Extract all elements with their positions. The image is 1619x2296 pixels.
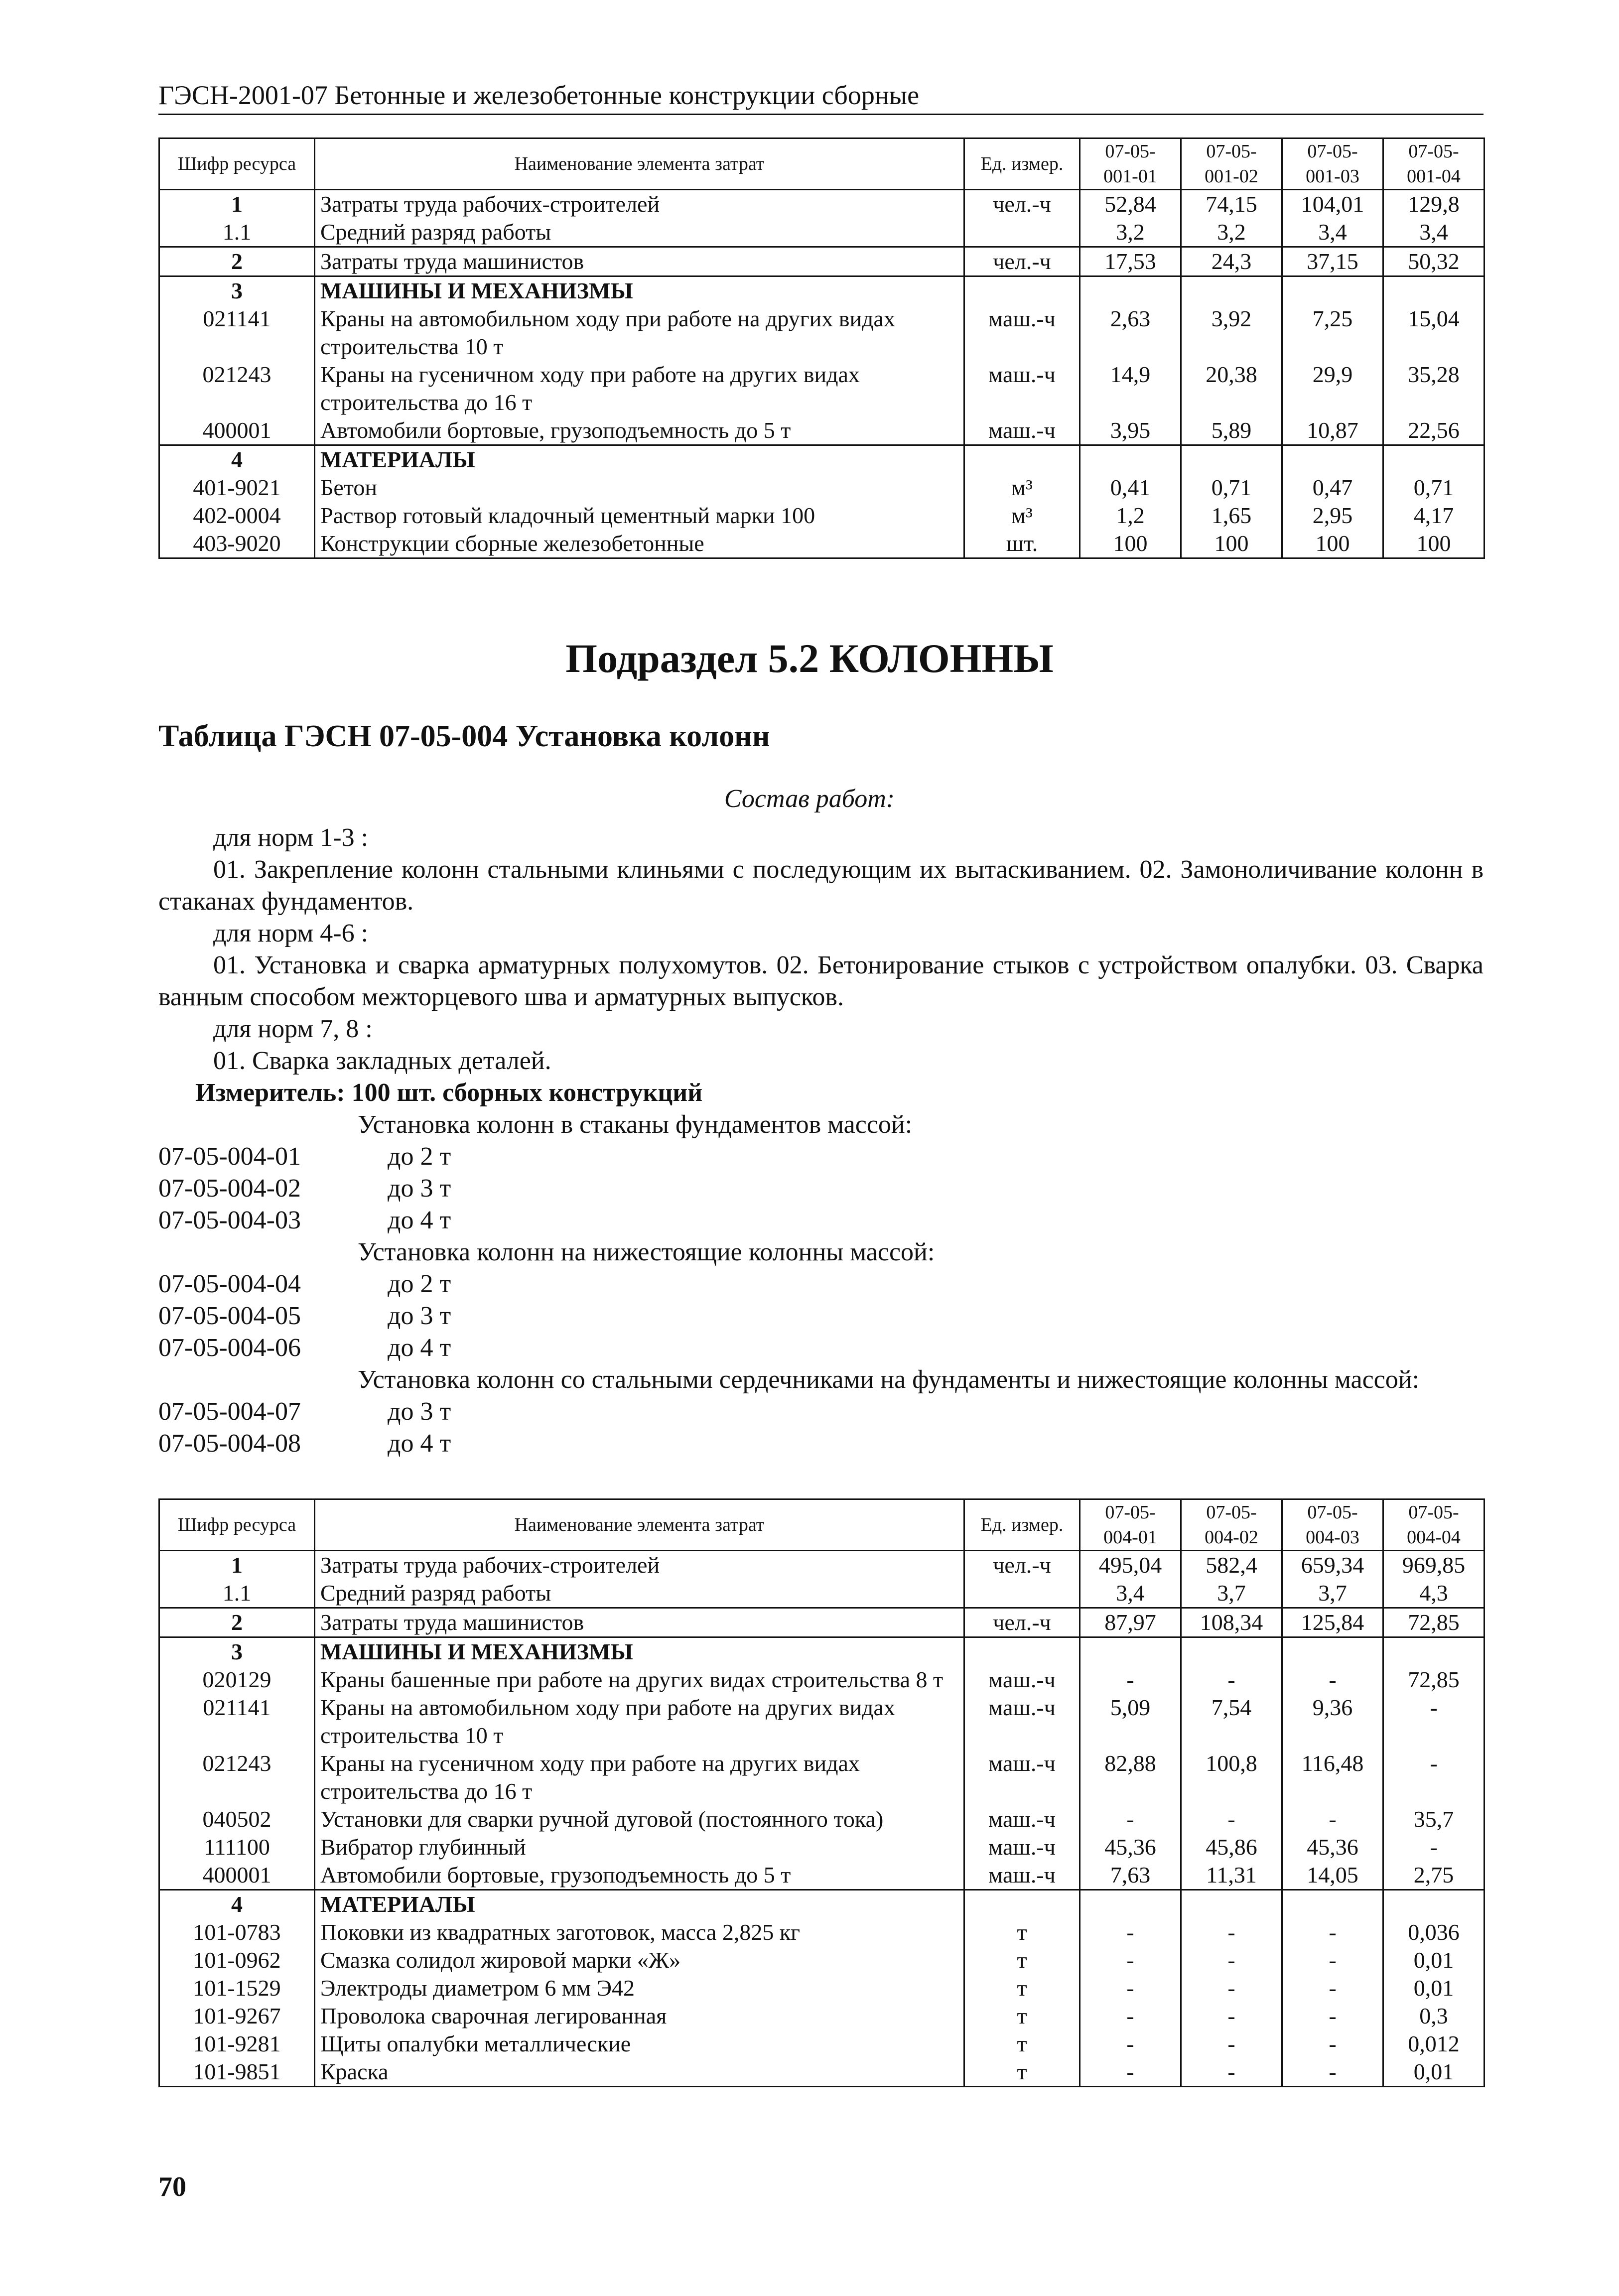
cell-unit: шт.	[964, 530, 1080, 558]
table-row	[159, 276, 1484, 305]
cell-norm-value: -	[1181, 1918, 1282, 1946]
cell-norm-value: 0,47	[1282, 474, 1383, 502]
cell-norm-value: -	[1282, 2058, 1383, 2087]
table-row	[159, 1694, 1484, 1750]
cell-norm-value: 7,63	[1080, 1861, 1181, 1890]
cell-norm-value: 11,31	[1181, 1861, 1282, 1890]
cell-norm-value: 100	[1080, 530, 1181, 558]
work-description: 01. Сварка закладных деталей.	[213, 1047, 551, 1075]
cell-norm-value: 3,2	[1181, 218, 1282, 247]
cell-norm-value: -	[1080, 2058, 1181, 2087]
cell-cost-element: Щиты опалубки металлические	[315, 2030, 964, 2058]
norm-code: 07-05-004-04	[158, 1270, 301, 1298]
list-item	[158, 1396, 1484, 1428]
cell-norm-value: 0,41	[1080, 474, 1181, 502]
cell-norm-value	[1383, 276, 1484, 305]
cell-unit: м³	[964, 474, 1080, 502]
cell-cost-element: Затраты труда машинистов	[315, 1608, 964, 1637]
table-row	[159, 2002, 1484, 2030]
cell-cost-element: Бетон	[315, 474, 964, 502]
cell-norm-value: 3,95	[1080, 416, 1181, 445]
norm-description: до 4 т	[388, 1429, 451, 1458]
column-header-code: Шифр ресурса	[159, 138, 315, 190]
norm-description: до 4 т	[388, 1206, 451, 1234]
cell-norm-value: 20,38	[1181, 361, 1282, 416]
cell-norm-value: 9,36	[1282, 1694, 1383, 1750]
norm-code: 07-05-004-03	[158, 1206, 301, 1234]
cell-unit: маш.-ч	[964, 305, 1080, 361]
cell-cost-element: Средний разряд работы	[315, 218, 964, 247]
table-row	[159, 502, 1484, 530]
cell-norm-value: -	[1080, 1805, 1181, 1833]
cell-norm-value: -	[1181, 1946, 1282, 1974]
page-header: ГЭСН-2001-07 Бетонные и железобетонные конструкции сборные	[158, 79, 1484, 115]
cell-norm-value: 3,2	[1080, 218, 1181, 247]
cell-norm-value: -	[1282, 1805, 1383, 1833]
cell-unit: м³	[964, 502, 1080, 530]
cell-cost-element: Затраты труда рабочих-строителей	[315, 190, 964, 219]
cell-cost-element: Затраты труда машинистов	[315, 247, 964, 276]
column-header-norm: 07-05- 004-02	[1181, 1499, 1282, 1551]
cell-cost-element: Краны на автомобильном ходу при работе на других видах строительства 10 т	[315, 1694, 964, 1750]
cell-norm-value: -	[1080, 1974, 1181, 2002]
measurement-unit: Измеритель: 100 шт. сборных конструкций	[195, 1079, 703, 1107]
cell-norm-value: 104,01	[1282, 190, 1383, 219]
cell-resource-code: 101-0783	[159, 1918, 315, 1946]
cell-cost-element: Автомобили бортовые, грузоподъемность до 5 т	[315, 416, 964, 445]
cell-norm-value: 495,04	[1080, 1551, 1181, 1580]
resource-table-07-05-004	[158, 1498, 1485, 2087]
cell-norm-value: 116,48	[1282, 1750, 1383, 1805]
cell-norm-value: 14,9	[1080, 361, 1181, 416]
cell-norm-value: 2,95	[1282, 502, 1383, 530]
table-row	[159, 1666, 1484, 1694]
cell-norm-value: 72,85	[1383, 1608, 1484, 1637]
cell-unit: т	[964, 2058, 1080, 2087]
cell-unit: маш.-ч	[964, 1861, 1080, 1890]
cell-norm-value: 0,01	[1383, 1974, 1484, 2002]
table-row	[159, 2058, 1484, 2087]
cell-norm-value: 50,32	[1383, 247, 1484, 276]
cell-resource-code: 1.1	[159, 1579, 315, 1608]
norm-code: 07-05-004-01	[158, 1142, 301, 1171]
cell-unit: т	[964, 2030, 1080, 2058]
cell-norm-value: 72,85	[1383, 1666, 1484, 1694]
table-row	[159, 445, 1484, 474]
cell-norm-value: 0,01	[1383, 1946, 1484, 1974]
cell-norm-value: 5,09	[1080, 1694, 1181, 1750]
cell-unit: т	[964, 1974, 1080, 2002]
cell-unit: маш.-ч	[964, 1666, 1080, 1694]
cell-norm-value: 0,71	[1383, 474, 1484, 502]
cell-resource-code: 021243	[159, 1750, 315, 1805]
cell-norm-value: 100	[1282, 530, 1383, 558]
table-row	[159, 1890, 1484, 1919]
cell-cost-element: МАТЕРИАЛЫ	[315, 445, 964, 474]
norms-range-label: для норм 7, 8 :	[213, 1015, 373, 1043]
cell-norm-value: 3,4	[1080, 1579, 1181, 1608]
list-item	[158, 1173, 1484, 1205]
norms-range-label: для норм 4-6 :	[213, 919, 369, 947]
cell-resource-code: 401-9021	[159, 474, 315, 502]
cell-norm-value: -	[1181, 2030, 1282, 2058]
cell-norm-value	[1181, 1890, 1282, 1919]
list-item	[158, 1300, 1484, 1332]
cell-unit: чел.-ч	[964, 1608, 1080, 1637]
cell-unit	[964, 218, 1080, 247]
cell-norm-value: 969,85	[1383, 1551, 1484, 1580]
cell-norm-value: -	[1383, 1750, 1484, 1805]
cell-unit: маш.-ч	[964, 1750, 1080, 1805]
norm-description: до 4 т	[388, 1334, 451, 1362]
norm-group-title: Установка колонн в стаканы фундаментов массой:	[358, 1110, 913, 1139]
cell-unit: чел.-ч	[964, 1551, 1080, 1580]
cell-norm-value: 3,4	[1282, 218, 1383, 247]
cell-norm-value: 3,4	[1383, 218, 1484, 247]
cell-unit: чел.-ч	[964, 247, 1080, 276]
table-row	[159, 1861, 1484, 1890]
cell-norm-value: -	[1080, 2030, 1181, 2058]
column-header-name: Наименование элемента затрат	[315, 1499, 964, 1551]
cell-norm-value: 2,75	[1383, 1861, 1484, 1890]
cell-norm-value: 7,54	[1181, 1694, 1282, 1750]
cell-norm-value: -	[1282, 2002, 1383, 2030]
norm-description: до 3 т	[388, 1302, 451, 1330]
cell-resource-code: 400001	[159, 416, 315, 445]
cell-cost-element: Краны на гусеничном ходу при работе на других видах строительства до 16 т	[315, 361, 964, 416]
cell-norm-value	[1080, 445, 1181, 474]
cell-resource-code: 4	[159, 1890, 315, 1919]
list-item	[158, 1332, 1484, 1364]
cell-norm-value: -	[1383, 1833, 1484, 1861]
cell-norm-value: -	[1282, 2030, 1383, 2058]
table-row	[159, 1918, 1484, 1946]
cell-norm-value: 100	[1181, 530, 1282, 558]
cell-resource-code: 021141	[159, 1694, 315, 1750]
list-item	[158, 1205, 1484, 1236]
norm-code: 07-05-004-08	[158, 1429, 301, 1458]
cell-unit	[964, 1579, 1080, 1608]
column-header-unit: Ед. измер.	[964, 138, 1080, 190]
cell-norm-value: 3,7	[1181, 1579, 1282, 1608]
cell-resource-code: 1	[159, 1551, 315, 1580]
cell-norm-value: 0,012	[1383, 2030, 1484, 2058]
cell-norm-value: 35,28	[1383, 361, 1484, 416]
cell-norm-value: 582,4	[1181, 1551, 1282, 1580]
cell-unit: маш.-ч	[964, 361, 1080, 416]
cell-norm-value	[1080, 1890, 1181, 1919]
cell-norm-value: 1,65	[1181, 502, 1282, 530]
cell-norm-value: -	[1181, 2002, 1282, 2030]
cell-norm-value: 7,25	[1282, 305, 1383, 361]
work-description: 01. Закрепление колонн стальными клиньями с последующим их вытаскиванием. 02. Замоноличивание колонн в стаканах фундаментов.	[158, 855, 1484, 916]
cell-resource-code: 101-9281	[159, 2030, 315, 2058]
column-header-norm: 07-05- 001-02	[1181, 138, 1282, 190]
table-header-row	[159, 1499, 1484, 1551]
table-body	[159, 190, 1484, 558]
cell-resource-code: 021141	[159, 305, 315, 361]
column-header-norm: 07-05- 001-01	[1080, 138, 1181, 190]
cell-norm-value: 1,2	[1080, 502, 1181, 530]
work-composition-heading: Состав работ:	[724, 785, 895, 813]
table-row	[159, 1579, 1484, 1608]
cell-resource-code: 3	[159, 276, 315, 305]
table-row	[159, 218, 1484, 247]
cell-resource-code: 101-1529	[159, 1974, 315, 2002]
column-header-norm: 07-05- 004-03	[1282, 1499, 1383, 1551]
cell-norm-value: 45,36	[1080, 1833, 1181, 1861]
cell-norm-value: 87,97	[1080, 1608, 1181, 1637]
cell-cost-element: Поковки из квадратных заготовок, масса 2,825 кг	[315, 1918, 964, 1946]
cell-cost-element: Установки для сварки ручной дуговой (постоянного тока)	[315, 1805, 964, 1833]
column-header-norm: 07-05- 004-04	[1383, 1499, 1484, 1551]
cell-norm-value	[1282, 1890, 1383, 1919]
table-row	[159, 1805, 1484, 1833]
work-description: 01. Установка и сварка арматурных полухомутов. 02. Бетонирование стыков с устройством опалубки. 03. Сварка ванным способом межторцевого шва и арматурных выпусков.	[158, 951, 1484, 1011]
cell-norm-value: 129,8	[1383, 190, 1484, 219]
column-header-name: Наименование элемента затрат	[315, 138, 964, 190]
norm-description: до 3 т	[388, 1397, 451, 1426]
cell-unit: т	[964, 1918, 1080, 1946]
cell-resource-code: 3	[159, 1637, 315, 1666]
cell-norm-value	[1080, 276, 1181, 305]
table-row	[159, 305, 1484, 361]
cell-norm-value: -	[1080, 2002, 1181, 2030]
cell-cost-element: МАТЕРИАЛЫ	[315, 1890, 964, 1919]
cell-norm-value: 24,3	[1181, 247, 1282, 276]
cell-cost-element: Электроды диаметром 6 мм Э42	[315, 1974, 964, 2002]
cell-norm-value	[1383, 1637, 1484, 1666]
cell-norm-value	[1181, 276, 1282, 305]
cell-norm-value: -	[1181, 1666, 1282, 1694]
column-header-unit: Ед. измер.	[964, 1499, 1080, 1551]
cell-resource-code: 402-0004	[159, 502, 315, 530]
cell-unit: маш.-ч	[964, 1833, 1080, 1861]
cell-norm-value: 4,3	[1383, 1579, 1484, 1608]
cell-norm-value: 100,8	[1181, 1750, 1282, 1805]
cell-unit: т	[964, 1946, 1080, 1974]
subsection-title: Подраздел 5.2 КОЛОННЫ	[565, 636, 1054, 681]
cell-resource-code: 101-0962	[159, 1946, 315, 1974]
cell-cost-element: Проволока сварочная легированная	[315, 2002, 964, 2030]
cell-cost-element: Конструкции сборные железобетонные	[315, 530, 964, 558]
cell-resource-code: 2	[159, 1608, 315, 1637]
cell-cost-element: Средний разряд работы	[315, 1579, 964, 1608]
cell-norm-value: -	[1282, 1666, 1383, 1694]
cell-cost-element: МАШИНЫ И МЕХАНИЗМЫ	[315, 276, 964, 305]
cell-resource-code: 2	[159, 247, 315, 276]
table-row	[159, 361, 1484, 416]
cell-unit	[964, 1637, 1080, 1666]
cell-resource-code: 021243	[159, 361, 315, 416]
cell-resource-code: 020129	[159, 1666, 315, 1694]
cell-unit: маш.-ч	[964, 1694, 1080, 1750]
table-row	[159, 1551, 1484, 1580]
cell-unit	[964, 445, 1080, 474]
cell-norm-value: 100	[1383, 530, 1484, 558]
cell-cost-element: Краны на автомобильном ходу при работе на других видах строительства 10 т	[315, 305, 964, 361]
cell-norm-value: 74,15	[1181, 190, 1282, 219]
cell-norm-value: 0,3	[1383, 2002, 1484, 2030]
cell-cost-element: Смазка солидол жировой марки «Ж»	[315, 1946, 964, 1974]
cell-norm-value: -	[1282, 1918, 1383, 1946]
table-row	[159, 1637, 1484, 1666]
norm-group-title: Установка колонн на нижестоящие колонны массой:	[358, 1238, 935, 1266]
norm-code: 07-05-004-05	[158, 1302, 301, 1330]
cell-cost-element: Краны башенные при работе на других видах строительства 8 т	[315, 1666, 964, 1694]
cell-unit	[964, 276, 1080, 305]
cell-norm-value	[1181, 1637, 1282, 1666]
cell-resource-code: 4	[159, 445, 315, 474]
resource-table-07-05-001	[158, 137, 1485, 559]
list-item	[158, 1141, 1484, 1173]
cell-resource-code: 040502	[159, 1805, 315, 1833]
cell-norm-value: 45,86	[1181, 1833, 1282, 1861]
cell-norm-value: -	[1080, 1946, 1181, 1974]
table-title: Таблица ГЭСН 07-05-004 Установка колонн	[158, 719, 770, 753]
cell-resource-code: 400001	[159, 1861, 315, 1890]
list-item	[158, 1268, 1484, 1300]
cell-resource-code: 101-9851	[159, 2058, 315, 2087]
cell-norm-value	[1181, 445, 1282, 474]
cell-unit: чел.-ч	[964, 190, 1080, 219]
cell-cost-element: Вибратор глубинный	[315, 1833, 964, 1861]
cell-resource-code: 111100	[159, 1833, 315, 1861]
cell-norm-value	[1282, 276, 1383, 305]
table-row	[159, 474, 1484, 502]
table-row	[159, 2030, 1484, 2058]
column-header-norm: 07-05- 001-04	[1383, 138, 1484, 190]
cell-norm-value: 29,9	[1282, 361, 1383, 416]
cell-norm-value	[1282, 1637, 1383, 1666]
table-row	[159, 1833, 1484, 1861]
cell-unit: т	[964, 2002, 1080, 2030]
table-row	[159, 416, 1484, 445]
cell-norm-value	[1282, 445, 1383, 474]
cell-norm-value: 45,36	[1282, 1833, 1383, 1861]
cell-norm-value: 17,53	[1080, 247, 1181, 276]
cell-norm-value: 659,34	[1282, 1551, 1383, 1580]
cell-norm-value: -	[1181, 1974, 1282, 2002]
cell-norm-value: 82,88	[1080, 1750, 1181, 1805]
cell-unit: маш.-ч	[964, 1805, 1080, 1833]
cell-resource-code: 403-9020	[159, 530, 315, 558]
cell-norm-value: 2,63	[1080, 305, 1181, 361]
norm-description: до 2 т	[388, 1270, 451, 1298]
norms-list	[158, 1109, 1484, 1460]
norm-group-items	[158, 1268, 1484, 1364]
cell-cost-element: МАШИНЫ И МЕХАНИЗМЫ	[315, 1637, 964, 1666]
cell-resource-code: 101-9267	[159, 2002, 315, 2030]
norm-code: 07-05-004-02	[158, 1174, 301, 1203]
norm-description: до 2 т	[388, 1142, 451, 1171]
norm-code: 07-05-004-06	[158, 1334, 301, 1362]
cell-norm-value: 0,71	[1181, 474, 1282, 502]
cell-norm-value	[1383, 1890, 1484, 1919]
cell-resource-code: 1	[159, 190, 315, 219]
cell-unit: маш.-ч	[964, 416, 1080, 445]
norm-code: 07-05-004-07	[158, 1397, 301, 1426]
cell-resource-code: 1.1	[159, 218, 315, 247]
norm-group-items	[158, 1141, 1484, 1236]
cell-norm-value: 14,05	[1282, 1861, 1383, 1890]
norm-group-items	[158, 1396, 1484, 1460]
cell-norm-value: 37,15	[1282, 247, 1383, 276]
cell-norm-value: 3,7	[1282, 1579, 1383, 1608]
cell-norm-value: -	[1282, 1946, 1383, 1974]
cell-norm-value: 108,34	[1181, 1608, 1282, 1637]
cell-norm-value: -	[1282, 1974, 1383, 2002]
cell-norm-value: 15,04	[1383, 305, 1484, 361]
column-header-code: Шифр ресурса	[159, 1499, 315, 1551]
column-header-norm: 07-05- 004-01	[1080, 1499, 1181, 1551]
norms-range-label: для норм 1-3 :	[213, 823, 369, 852]
table-row	[159, 1608, 1484, 1637]
cell-norm-value: 0,01	[1383, 2058, 1484, 2087]
cell-norm-value: 52,84	[1080, 190, 1181, 219]
cell-norm-value: 125,84	[1282, 1608, 1383, 1637]
cell-norm-value: -	[1080, 1918, 1181, 1946]
work-composition	[158, 822, 1484, 1109]
table-row	[159, 190, 1484, 219]
cell-cost-element: Автомобили бортовые, грузоподъемность до 5 т	[315, 1861, 964, 1890]
cell-cost-element: Раствор готовый кладочный цементный марки 100	[315, 502, 964, 530]
cell-unit	[964, 1890, 1080, 1919]
table-row	[159, 1946, 1484, 1974]
cell-norm-value	[1080, 1637, 1181, 1666]
cell-norm-value: 4,17	[1383, 502, 1484, 530]
norm-description: до 3 т	[388, 1174, 451, 1203]
cell-norm-value: -	[1383, 1694, 1484, 1750]
column-header-norm: 07-05- 001-03	[1282, 138, 1383, 190]
cell-norm-value: -	[1181, 1805, 1282, 1833]
cell-norm-value: 35,7	[1383, 1805, 1484, 1833]
cell-cost-element: Краска	[315, 2058, 964, 2087]
cell-norm-value: 22,56	[1383, 416, 1484, 445]
table-body	[159, 1551, 1484, 2087]
norm-group-title: Установка колонн со стальными сердечниками на фундаменты и нижестоящие колонны массой:	[358, 1365, 1420, 1394]
cell-norm-value: 0,036	[1383, 1918, 1484, 1946]
page-number: 70	[158, 2171, 186, 2202]
cell-cost-element: Краны на гусеничном ходу при работе на других видах строительства до 16 т	[315, 1750, 964, 1805]
table-row	[159, 530, 1484, 558]
table-row	[159, 1974, 1484, 2002]
cell-norm-value: 3,92	[1181, 305, 1282, 361]
cell-norm-value	[1383, 445, 1484, 474]
list-item	[158, 1428, 1484, 1460]
cell-norm-value: -	[1080, 1666, 1181, 1694]
cell-norm-value: 10,87	[1282, 416, 1383, 445]
cell-norm-value: 5,89	[1181, 416, 1282, 445]
table-header-row	[159, 138, 1484, 190]
table-row	[159, 247, 1484, 276]
table-row	[159, 1750, 1484, 1805]
cell-cost-element: Затраты труда рабочих-строителей	[315, 1551, 964, 1580]
cell-norm-value: -	[1181, 2058, 1282, 2087]
